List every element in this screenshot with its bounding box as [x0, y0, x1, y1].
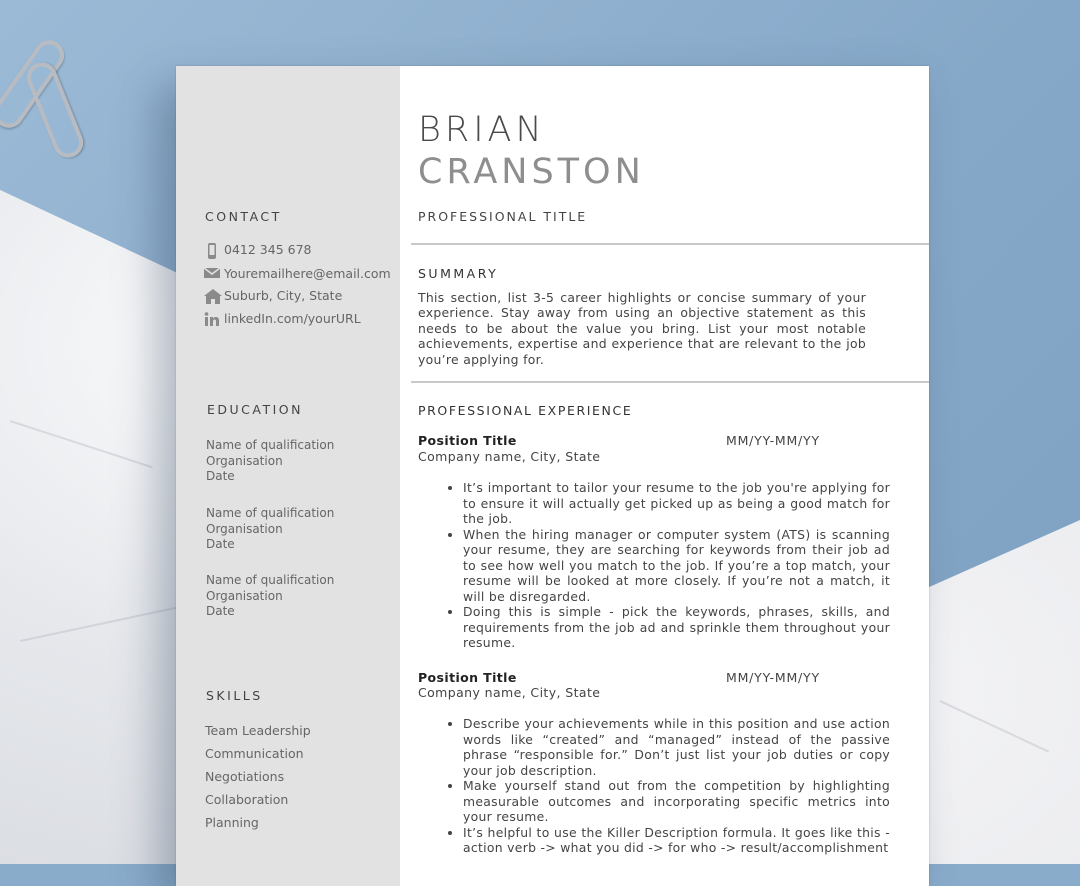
education-date: Date [206, 604, 235, 618]
professional-title: PROFESSIONAL TITLE [418, 209, 588, 224]
education-date: Date [206, 469, 235, 483]
skill-item: Team Leadership [205, 723, 311, 738]
skill-item: Planning [205, 815, 259, 830]
summary-heading: SUMMARY [418, 266, 499, 281]
job-company: Company name, City, State [418, 449, 601, 464]
experience-heading: PROFESSIONAL EXPERIENCE [418, 403, 633, 418]
job-bullet: • Doing this is simple - pick the keywords, phrases, skills, and requirements from the job ad and sprinkle them throughout your resume. [463, 604, 890, 651]
skill-item: Collaboration [205, 792, 289, 807]
contact-phone [204, 242, 311, 257]
email-text: Youremailhere@email.com [224, 266, 391, 281]
job-dates: MM/YY-MM/YY [726, 670, 820, 685]
job-bullet: • Make yourself stand out from the competition by highlighting measurable outcomes and incorporating specific metrics into your resume. [463, 778, 890, 825]
first-name: BRIAN [418, 110, 546, 150]
job-bullet: • Describe your achievements while in this position and use action words like “created” and “managed” instead of the passive phrase “responsible for.” Don’t just list your job duties or copy your job description. [463, 716, 890, 778]
contact-address [204, 288, 342, 303]
last-name: CRANSTON [418, 152, 645, 192]
summary-text: This section, list 3-5 career highlights or concise summary of your experience. Stay away from using an objective statement as this needs to be about the value you bring. List your most notable achievements, expertise and experience that are relevant to the job you’re applying for. [418, 290, 866, 367]
divider [411, 243, 929, 245]
education-qualification: Name of qualification [206, 438, 335, 452]
education-item [206, 438, 334, 485]
resume-sheet [176, 66, 929, 886]
education-item [206, 573, 334, 620]
contact-heading: CONTACT [205, 209, 282, 224]
job-bullet: • It’s important to tailor your resume to the job you're applying for to ensure it will actually get picked up as being a good match for the job. [463, 480, 890, 527]
resume-sidebar [176, 66, 400, 886]
job-bullets [439, 716, 890, 856]
linkedin-icon [204, 312, 220, 326]
education-date: Date [206, 537, 235, 551]
job-bullet: • It’s helpful to use the Killer Description formula. It goes like this - action verb -> what you did -> for who -> result/accomplishment [463, 825, 890, 856]
education-qualification: Name of qualification [206, 573, 335, 587]
job-dates: MM/YY-MM/YY [726, 433, 820, 448]
job-bullets [439, 480, 890, 651]
phone-icon [204, 243, 220, 257]
skill-item: Communication [205, 746, 304, 761]
education-organisation: Organisation [206, 521, 283, 536]
job-title: Position Title [418, 433, 517, 448]
education-heading: EDUCATION [207, 402, 303, 417]
education-item [206, 506, 334, 553]
education-organisation: Organisation [206, 588, 283, 603]
education-qualification: Name of qualification [206, 506, 335, 520]
linkedin-text: linkedIn.com/yourURL [224, 311, 361, 326]
job-bullet: • When the hiring manager or computer system (ATS) is scanning your resume, they are searching for keywords from their job ad to see how well you match to the job. If you’re a top match, your resume will be looked at more closely. If you’re not a match, it will be disregarded. [463, 527, 890, 605]
address-text: Suburb, City, State [224, 288, 343, 303]
phone-text: 0412 345 678 [224, 242, 312, 257]
education-organisation: Organisation [206, 453, 283, 468]
skill-item: Negotiations [205, 769, 285, 784]
job-title: Position Title [418, 670, 517, 685]
divider [411, 381, 929, 383]
envelope-icon [204, 267, 220, 281]
job-company: Company name, City, State [418, 685, 601, 700]
home-icon [204, 289, 220, 303]
contact-linkedin [204, 311, 361, 326]
skills-heading: SKILLS [206, 688, 263, 703]
contact-email [204, 266, 391, 281]
